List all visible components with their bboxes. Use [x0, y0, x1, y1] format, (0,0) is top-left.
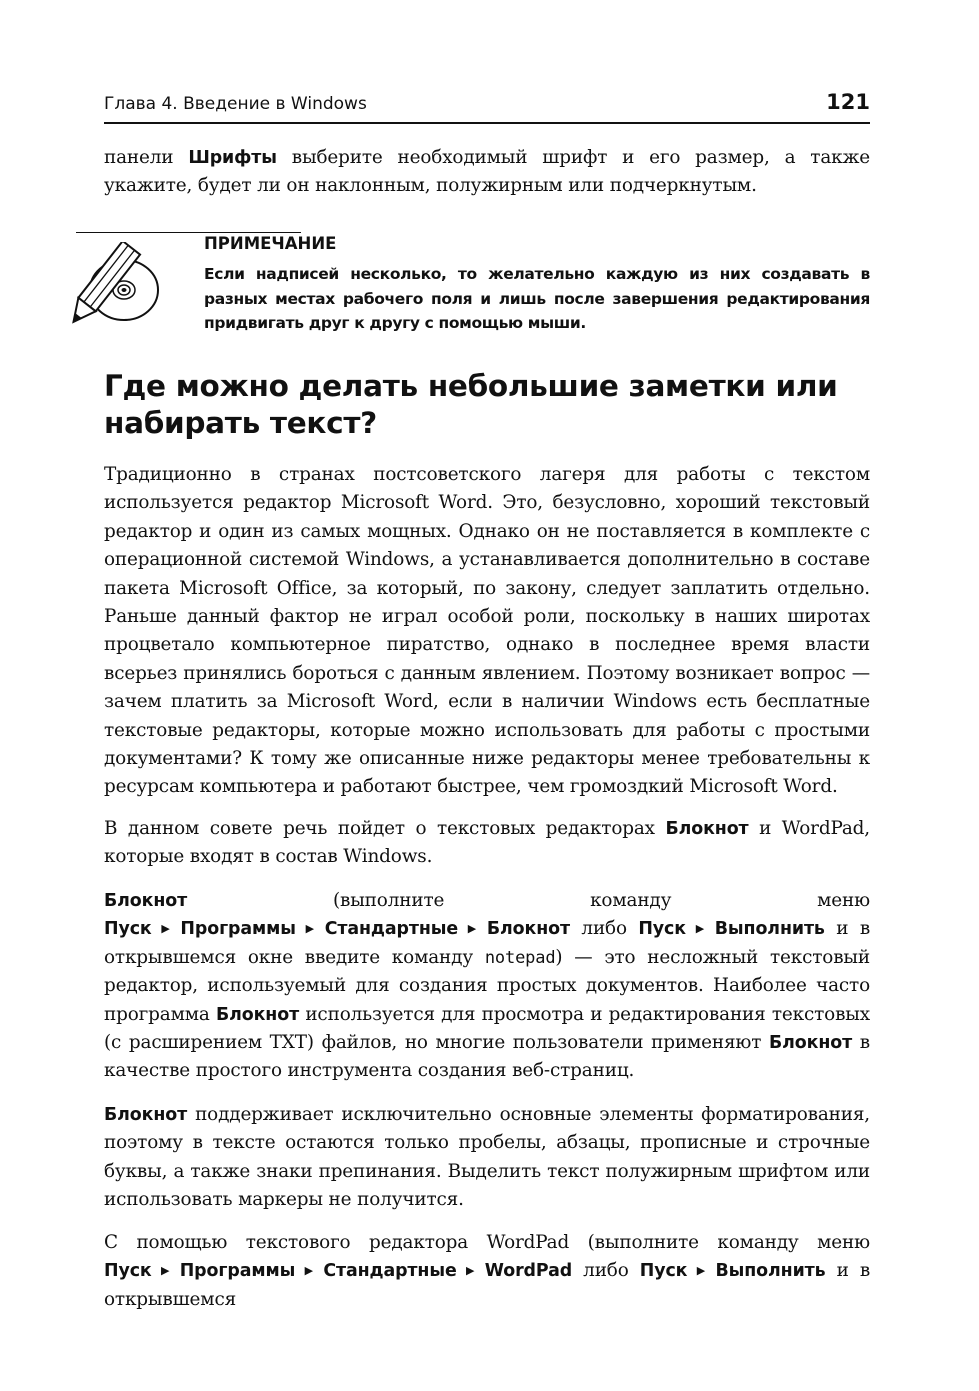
text-run: ) — это несложный текстовый редактор, используемый для создания простых документов. Наиболее часто программа [104, 946, 870, 1025]
menu-item: Стандартные [323, 1261, 457, 1282]
text-run: В данном совете речь пойдет о текстовых редакторах [104, 818, 666, 839]
menu-arrow-icon: ▶ [689, 922, 710, 936]
section-heading: Где можно делать небольшие заметки или набирать текст? [104, 369, 838, 440]
text-run: поддерживает исключительно основные элементы форматирования, поэтому в тексте остаются только пробелы, абзацы, прописные и строчные буквы, а также знаки препинания. Выделить текст полужирным шрифтом или использовать маркеры не получится. [104, 1104, 870, 1211]
paragraph-4 [104, 1101, 870, 1215]
pencil-disc-icon [62, 242, 172, 342]
text-run: выберите необходимый шрифт и его размер, а также укажите, будет ли он наклонным, полужирным или подчеркнутым. [104, 147, 870, 197]
note-body: Если надписей несколько, то желательно каждую из них создавать в разных местах рабочего поля и лишь после завершения редактирования придвигать друг к другу с помощью мыши. [204, 265, 870, 333]
text-run: и WordPad, которые входят в состав Windows. [104, 818, 870, 868]
menu-arrow-icon: ▶ [462, 922, 482, 936]
paragraph-1: Традиционно в странах постсоветского лагеря для работы с текстом используется редактор Microsoft Word. Это, безусловно, хороший текстовый редактор и один из самых мощных. Однако он не поставляется в комплекте с операционной системой Windows, а устанавливается дополнительно в составе пакета Microsoft Office, за который, по закону, следует заплатить отдельно. Раньше данный фактор не играл особой роли, поскольку в наших широтах процветало компьютерное пиратство, однако в последнее время власти всерьез принялись бороться с данным явлением. Поэтому возникает вопрос — зачем платить за Microsoft Word, если в наличии Windows есть бесплатные текстовые редакторы, которые можно использовать для работы с простыми документами? К тому же описанные ниже редакторы менее требовательны к ресурсам компьютера и работают быстрее, чем громоздкий Microsoft Word. [104, 464, 870, 798]
menu-item: Программы [179, 1261, 296, 1282]
bold-term: Блокнот [104, 891, 188, 911]
menu-item: Пуск [638, 919, 686, 940]
bold-term: Блокнот [215, 1004, 300, 1025]
note-title: ПРИМЕЧАНИЕ [204, 234, 337, 253]
menu-arrow-icon: ▶ [155, 1264, 175, 1278]
menu-arrow-icon: ▶ [299, 922, 320, 936]
paragraph-3 [104, 887, 870, 1086]
menu-item: Выполнить [714, 919, 825, 940]
bold-term: Шрифты [188, 148, 277, 168]
menu-item: Стандартные [324, 919, 459, 940]
text-run: панели [104, 147, 189, 168]
menu-item: Программы [180, 919, 296, 940]
menu-item: Пуск [639, 1261, 688, 1282]
text-run: либо [572, 1260, 640, 1282]
note-box [76, 228, 870, 338]
menu-arrow-icon: ▶ [691, 1264, 711, 1278]
menu-arrow-icon: ▶ [460, 1264, 480, 1278]
bold-term: Блокнот [104, 1105, 188, 1125]
note-rule [76, 232, 301, 233]
menu-item: Пуск [104, 1261, 152, 1282]
intro-paragraph [104, 144, 870, 201]
text-run: либо [569, 918, 639, 940]
bold-term: Блокнот [665, 819, 749, 839]
menu-item: Выполнить [715, 1261, 826, 1282]
text-run: используется для просмотра и редактирования текстовых (с расширением TXT) файлов, но многие пользователи применяют [104, 1003, 870, 1054]
menu-item: Пуск [104, 919, 152, 940]
menu-arrow-icon: ▶ [155, 922, 176, 936]
running-head [104, 92, 870, 124]
menu-item: WordPad [484, 1261, 573, 1282]
text-run: и в открывшемся окне введите команду [104, 918, 871, 968]
page-number: 121 [826, 90, 870, 114]
paragraph-5 [104, 1229, 870, 1314]
command-code: notepad [484, 947, 556, 968]
chapter-title: Глава 4. Введение в Windows [104, 94, 367, 114]
text-run: С помощью текстового редактора WordPad (выполните команду меню [104, 1232, 870, 1253]
text-run: и в открывшемся [104, 1260, 871, 1310]
text-run: (выполните команду меню [187, 890, 870, 911]
bold-term: Блокнот [769, 1033, 853, 1054]
menu-arrow-icon: ▶ [299, 1264, 319, 1278]
menu-item: Блокнот [486, 919, 570, 940]
paragraph-2 [104, 815, 870, 872]
text-run: в качестве простого инструмента создания веб-страниц. [104, 1032, 871, 1082]
